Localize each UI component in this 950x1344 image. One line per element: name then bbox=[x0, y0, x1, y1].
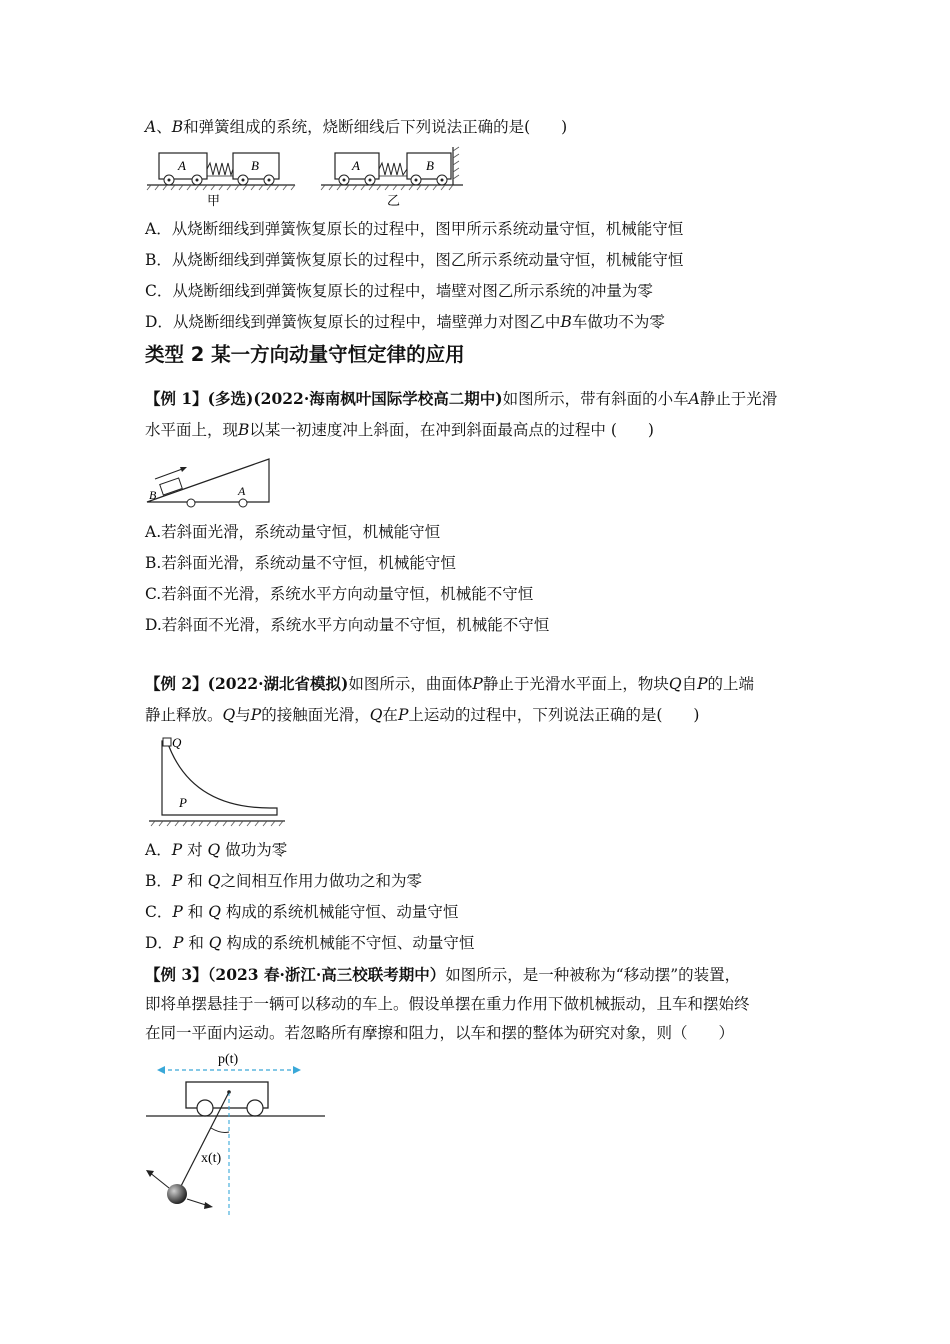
ex3-line-3: 在同一平面内运动。若忽略所有摩擦和阻力，以车和摆的整体为研究对象，则（ ） bbox=[145, 1024, 735, 1042]
ex3-line-1: 【例 3】（2023 春·浙江·高三校联考期中）如图所示，是一种被称为“移动摆”的装置， bbox=[145, 965, 741, 984]
incline-label-a: A bbox=[238, 484, 246, 498]
ex2-line-2: 静止释放。Q与P的接触面光滑，Q在P上运动的过程中，下列说法正确的是( ) bbox=[145, 706, 700, 724]
cart-a-label-2: A bbox=[352, 158, 360, 173]
ex2-tag: 【例 2】(2022·湖北省模拟) bbox=[145, 674, 349, 693]
ex1-option-a: A.若斜面光滑，系统动量守恒，机械能守恒 bbox=[145, 523, 441, 541]
angle-label: x(t) bbox=[201, 1151, 222, 1166]
ex2-option-b: B．P 和 Q之间相互作用力做功之和为零 bbox=[145, 872, 422, 890]
ex1-option-c: C.若斜面不光滑，系统水平方向动量守恒，机械能不守恒 bbox=[145, 585, 534, 603]
intro-line: A、B和弹簧组成的系统，烧断细线后下列说法正确的是( ) bbox=[145, 118, 568, 136]
caption-yi: 乙 bbox=[387, 193, 401, 208]
ex2-option-a: A．P 对 Q 做功为零 bbox=[145, 841, 288, 859]
incline-cart-figure bbox=[145, 455, 275, 510]
curve-label-q: Q bbox=[172, 735, 182, 750]
figure-left bbox=[147, 153, 295, 208]
momentum-label: p(t) bbox=[218, 1052, 239, 1067]
carts-spring-figure bbox=[145, 145, 475, 210]
ex1-line-2: 水平面上，现B以某一初速度冲上斜面，在冲到斜面最高点的过程中 ( ) bbox=[145, 421, 654, 439]
ex3-line-2: 即将单摆悬挂于一辆可以移动的车上。假设单摆在重力作用下做机械振动，且车和摆始终 bbox=[145, 995, 750, 1013]
ex1-option-b: B.若斜面光滑，系统动量不守恒，机械能守恒 bbox=[145, 554, 456, 572]
ex2-option-d: D．P 和 Q 构成的系统机械能不守恒、动量守恒 bbox=[145, 934, 475, 952]
cart-b-label: B bbox=[251, 158, 259, 173]
section-heading: 类型 2 某一方向动量守恒定律的应用 bbox=[145, 343, 465, 366]
q0-option-b: B．从烧断细线到弹簧恢复原长的过程中，图乙所示系统动量守恒，机械能守恒 bbox=[145, 251, 684, 269]
q0-option-d: D．从烧断细线到弹簧恢复原长的过程中，墙壁弹力对图乙中B车做功不为零 bbox=[145, 313, 665, 331]
caption-jia: 甲 bbox=[207, 193, 221, 208]
curve-label-p: P bbox=[179, 795, 187, 810]
incline-label-b: B bbox=[149, 488, 157, 502]
ex2-option-c: C．P 和 Q 构成的系统机械能守恒、动量守恒 bbox=[145, 903, 459, 921]
q0-option-c: C．从烧断细线到弹簧恢复原长的过程中，墙壁对图乙所示系统的冲量为零 bbox=[145, 282, 653, 300]
q0-option-a: A．从烧断细线到弹簧恢复原长的过程中，图甲所示系统动量守恒，机械能守恒 bbox=[145, 220, 684, 238]
ex1-option-d: D.若斜面不光滑，系统水平方向动量不守恒，机械能不守恒 bbox=[145, 616, 550, 634]
ex3-tag: 【例 3】（2023 春·浙江·高三校联考期中） bbox=[145, 965, 446, 984]
curved-block-figure bbox=[145, 733, 290, 828]
moving-pendulum-figure bbox=[145, 1050, 330, 1220]
ex2-line-1: 【例 2】(2022·湖北省模拟)如图所示，曲面体P静止于光滑水平面上，物块Q自P的上端 bbox=[145, 674, 755, 693]
pendulum-ball bbox=[167, 1184, 187, 1204]
figure-right bbox=[321, 147, 463, 208]
cart-a-label: A bbox=[178, 158, 186, 173]
ex1-line-1: 【例 1】(多选)(2022·海南枫叶国际学校高二期中)如图所示，带有斜面的小车A静止于光滑 bbox=[145, 389, 778, 408]
ex1-tag: 【例 1】(多选)(2022·海南枫叶国际学校高二期中) bbox=[145, 389, 503, 408]
cart-b-label-2: B bbox=[426, 158, 434, 173]
